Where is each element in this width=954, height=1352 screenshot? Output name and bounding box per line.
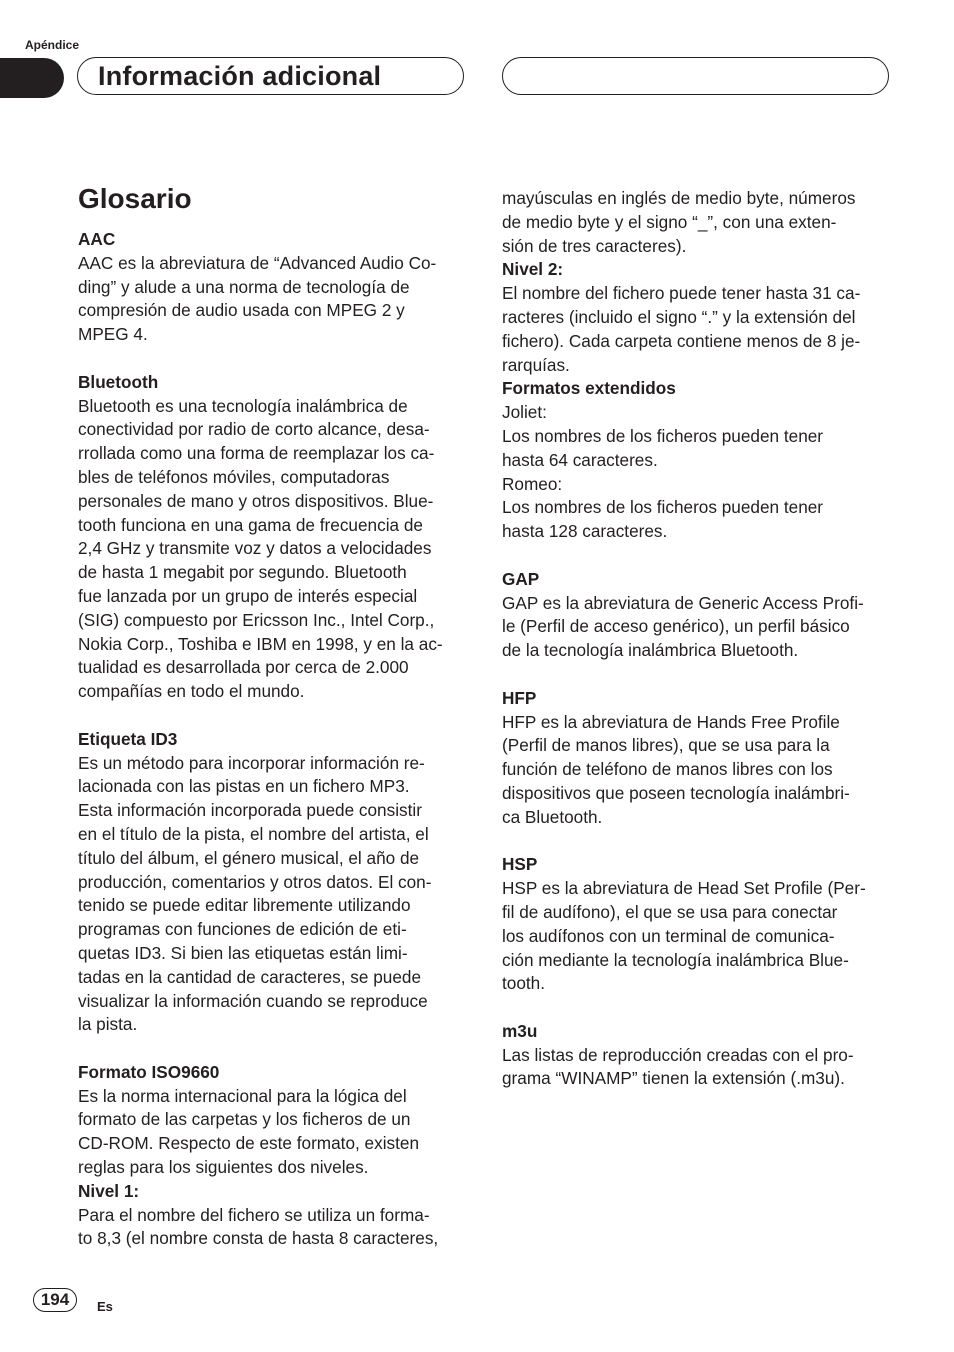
text-line: Las listas de reproducción creadas con el pro- [502, 1044, 854, 1065]
chapter-title: Información adicional [98, 61, 382, 91]
text-line: HSP es la abreviatura de Head Set Profile (Per- [502, 878, 866, 899]
text-line: fil de audífono), el que se usa para conectar [502, 901, 838, 922]
paragraph-spacer [78, 1037, 470, 1061]
text-line: ding” y alude a una norma de tecnología de [78, 276, 410, 297]
page-number: 194 [33, 1288, 77, 1312]
text-line: Esta información incorporada puede consistir [78, 800, 422, 821]
text-line: de medio byte y el signo “_”, con una exten- [502, 211, 837, 232]
text-line: 2,4 GHz y transmite voz y datos a velocidades [78, 538, 432, 559]
paragraph-spacer [502, 830, 894, 854]
text-line: personales de mano y otros dispositivos. Blue- [78, 490, 434, 511]
glossary-term: GAP [502, 568, 540, 589]
text-line: de la tecnología inalámbrica Bluetooth. [502, 640, 799, 661]
text-line: GAP es la abreviatura de Generic Access Profi- [502, 592, 864, 613]
text-line: (Perfil de manos libres), que se usa para la [502, 735, 830, 756]
glossary-term: HFP [502, 687, 537, 708]
text-line: Romeo: [502, 473, 563, 494]
text-line: dispositivos que poseen tecnología inalámbri- [502, 782, 850, 803]
text-line: El nombre del fichero puede tener hasta 31 ca- [502, 283, 861, 304]
text-line: compañías en todo el mundo. [78, 681, 305, 702]
text-line: ca Bluetooth. [502, 806, 603, 827]
text-line: tenido se puede editar libremente utilizando [78, 895, 411, 916]
glossary-term: HSP [502, 854, 538, 875]
text-line: tooth funciona en una gama de frecuencia de [78, 514, 423, 535]
text-line: Nokia Corp., Toshiba e IBM en 1998, y en la ac- [78, 633, 443, 654]
text-line: en el título de la pista, el nombre del artista, el [78, 823, 429, 844]
glossary-term: Bluetooth [78, 371, 159, 392]
text-line: CD-ROM. Respecto de este formato, existen [78, 1133, 420, 1154]
text-line: hasta 128 caracteres. [502, 521, 668, 542]
text-line: sión de tres caracteres). [502, 235, 687, 256]
text-line: la pista. [78, 1014, 138, 1035]
paragraph-spacer [502, 996, 894, 1020]
text-line: los audífonos con un terminal de comunica- [502, 925, 835, 946]
text-line: quetas ID3. Si bien las etiquetas están limi- [78, 942, 408, 963]
language-code: Es [97, 1299, 113, 1314]
text-line: función de teléfono de manos libres con los [502, 759, 833, 780]
text-line: (SIG) compuesto por Ericsson Inc., Intel Corp., [78, 609, 435, 630]
text-line: racteres (incluido el signo “.” y la extensión del [502, 306, 856, 327]
text-line: ción mediante la tecnología inalámbrica Blue- [502, 949, 849, 970]
text-line: fue lanzada por un grupo de interés especial [78, 585, 418, 606]
text-line: Es un método para incorporar información re- [78, 752, 425, 773]
text-line: programas con funciones de edición de eti- [78, 919, 407, 940]
empty-header-pill [502, 57, 889, 95]
text-line: Los nombres de los ficheros pueden tener [502, 425, 824, 446]
text-line: tualidad es desarrollada por cerca de 2.000 [78, 657, 409, 678]
text-line: título del álbum, el género musical, el año de [78, 847, 420, 868]
text-line: rrollada como una forma de reemplazar los ca- [78, 443, 435, 464]
paragraph-spacer [502, 663, 894, 687]
paragraph-spacer [78, 347, 470, 371]
text-line: Joliet: [502, 402, 547, 423]
text-line: bles de teléfonos móviles, computadoras [78, 466, 390, 487]
text-line: Es la norma internacional para la lógica del [78, 1085, 407, 1106]
text-line: tooth. [502, 973, 546, 994]
text-line: grama “WINAMP” tienen la extensión (.m3u). [502, 1068, 845, 1089]
left-text-column [78, 228, 470, 1251]
paragraph-spacer [78, 704, 470, 728]
text-line: conectividad por radio de corto alcance, desa- [78, 419, 430, 440]
glossary-term: AAC [78, 229, 116, 249]
glossary-term: m3u [502, 1020, 538, 1041]
text-line: visualizar la información cuando se reproduce [78, 990, 428, 1011]
glossary-term: Nivel 2: [502, 259, 564, 280]
text-line: MPEG 4. [78, 324, 148, 345]
right-text-column [502, 187, 894, 1091]
section-tab-marker [0, 58, 64, 98]
text-line: formato de las carpetas y los ficheros de un [78, 1109, 411, 1130]
text-line: mayúsculas en inglés de medio byte, números [502, 188, 856, 208]
glossary-term: Nivel 1: [78, 1180, 140, 1201]
paragraph-spacer [502, 544, 894, 568]
text-line: de hasta 1 megabit por segundo. Bluetooth [78, 562, 407, 583]
text-line: fichero). Cada carpeta contiene menos de 8 je- [502, 330, 861, 351]
text-line: HFP es la abreviatura de Hands Free Profile [502, 711, 840, 732]
text-line: rarquías. [502, 354, 570, 375]
chapter-header-pill [77, 57, 464, 95]
text-line: Para el nombre del fichero se utiliza un forma- [78, 1204, 430, 1225]
glossary-term: Formatos extendidos [502, 378, 676, 399]
text-line: le (Perfil de acceso genérico), un perfil básico [502, 616, 850, 637]
section-label: Apéndice [25, 38, 80, 52]
text-line: to 8,3 (el nombre consta de hasta 8 caracteres, [78, 1228, 439, 1249]
text-line: lacionada con las pistas en un fichero MP3. [78, 776, 410, 797]
text-line: Bluetooth es una tecnología inalámbrica de [78, 395, 408, 416]
text-line: Los nombres de los ficheros pueden tener [502, 497, 824, 518]
text-line: reglas para los siguientes dos niveles. [78, 1157, 369, 1178]
text-line: tadas en la cantidad de caracteres, se puede [78, 966, 422, 987]
glossary-term: Etiqueta ID3 [78, 728, 178, 749]
text-line: compresión de audio usada con MPEG 2 y [78, 300, 405, 321]
glossary-term: Formato ISO9660 [78, 1061, 220, 1082]
text-line: producción, comentarios y otros datos. El con- [78, 871, 432, 892]
page-title: Glosario [78, 183, 192, 214]
text-line: AAC es la abreviatura de “Advanced Audio Co- [78, 252, 437, 273]
text-line: hasta 64 caracteres. [502, 449, 658, 470]
